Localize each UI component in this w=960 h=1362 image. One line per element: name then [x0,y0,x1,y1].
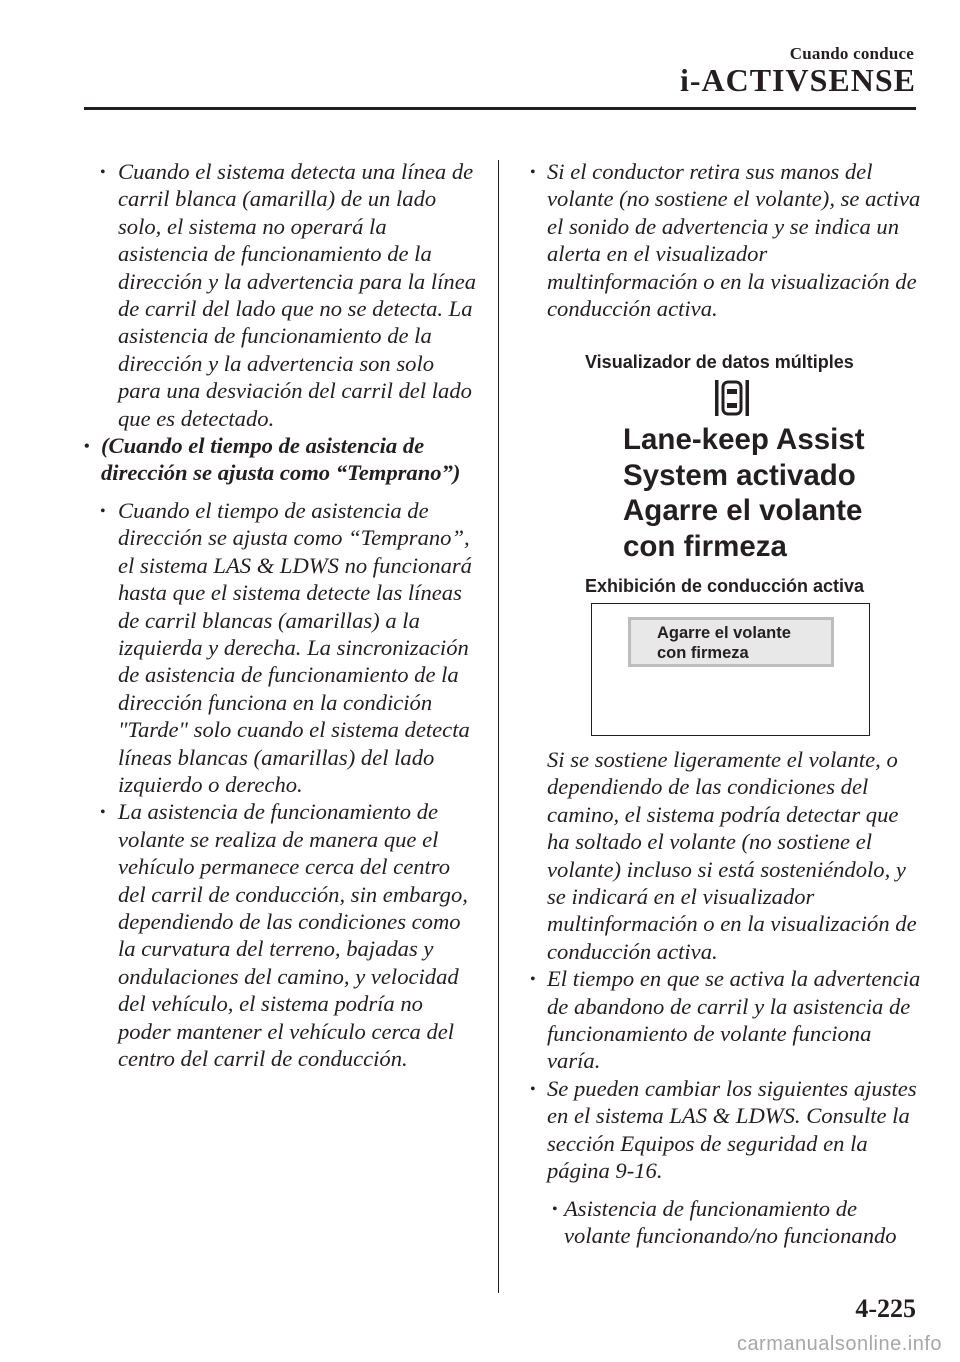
right-bullet-3 [518,965,923,1075]
right-column-lower [518,746,923,1249]
mid-message [623,422,865,564]
bullet-icon: • [552,1200,558,1218]
lane-keep-icon [714,378,750,418]
header-title: i-ACTIVSENSE [679,62,916,98]
column-divider [498,160,499,1293]
left-bullet-1 [84,158,479,432]
right-bullet-4-text: Se pueden cambiar los siguientes ajustes en el sistema LAS & LDWS. Consulte la sección Equipos de seguridad en la página 9-16. [547,1075,917,1184]
active-display-line-2: con firmeza [657,644,749,662]
bullet-icon: • [100,502,106,520]
right-column [518,158,923,322]
mid-message-line-3: Agarre el volante [623,494,863,528]
bullet-icon: • [530,971,536,989]
right-sub-bullet-5-text: Asistencia de funcionamiento de volante funcionando/no funcionando [564,1195,897,1248]
active-display-message [628,617,834,667]
mid-message-line-1: Lane-keep Assist [623,423,865,456]
right-bullet-3-text: El tiempo en que se activa la advertencia de abandono de carril y la asistencia de funcionamiento de volante funciona varía. [547,966,921,1074]
left-bullet-3-text: La asistencia de funcionamiento de volante se realiza de manera que el vehículo permanece cerca del centro del carril de conducción, sin embargo, dependiendo de las condiciones como la curvatura del terreno, bajadas y ondulaciones del camino, y velocidad del vehículo, el sistema podría no poder mantener el vehículo cerca del centro del carril de conducción. [118,799,468,1071]
left-bullet-2 [84,497,479,798]
active-display-line-1: Agarre el volante [657,624,791,642]
left-heading-text: (Cuando el tiempo de asistencia de dirección se ajusta como “Temprano”) [101,433,461,486]
bullet-icon: • [84,438,90,456]
mid-message-line-4: con firmeza [623,529,787,563]
left-bullet-3 [84,798,479,1072]
bullet-icon: • [100,164,106,181]
bullet-icon: • [100,804,106,822]
bullet-icon: • [530,164,536,181]
left-bullet-2-text: Cuando el tiempo de asistencia de dirección se ajusta como “Temprano”, el sistema LAS & LDWS no funcionará hasta que el sistema detecte las líneas de carril blancas (amarillas) a la izquierda y derecha. La sincronización de asistencia de funcionamiento de la dirección funciona en la condición "Tarde" solo cuando el sistema detecta líneas blancas (amarillas) del lado izquierdo o derecho. [118,497,472,797]
header-section-label: Cuando conduce [789,44,914,63]
figure-caption-active-display: Exhibición de conducción activa [585,576,865,596]
bullet-icon: • [530,1080,536,1098]
right-bullet-1-text: Si el conductor retira sus manos del volante (no sostiene el volante), se activa el sonido de advertencia y se indica un alerta en el visualizador multinformación o en la visualización de conducción activa. [547,159,921,322]
right-bullet-4 [518,1075,923,1185]
page-number: 4-225 [855,1294,916,1323]
right-bullet-1 [518,158,923,322]
left-column [84,158,479,1072]
watermark: carmanualsonline.info [736,1333,942,1355]
mid-message-line-2: System activado [623,458,856,492]
left-bullet-1-text: Cuando el sistema detecta una línea de carril blanca (amarilla) de un lado solo, el sistema no operará la asistencia de funcionamiento de la dirección y la advertencia para la línea de carril del lado que no se detecta. La asistencia de funcionamiento de la dirección y la advertencia son solo para una desviación del carril del lado que es detectado. [118,159,477,431]
figure-caption-mid: Visualizador de datos múltiples [585,352,854,372]
header-divider [84,107,916,110]
active-display-screen [591,603,870,736]
left-heading-bullet [84,432,479,487]
right-paragraph-2: Si se sostiene ligeramente el volante, o dependiendo de las condiciones del camino, el sistema podría detectar que ha soltado el volante (no sostiene el volante) incluso si está sosteniéndolo, y se indicará en el visualizador multinformación o en la visualización de conducción activa. [547,747,917,964]
right-sub-bullet-5 [518,1195,923,1250]
